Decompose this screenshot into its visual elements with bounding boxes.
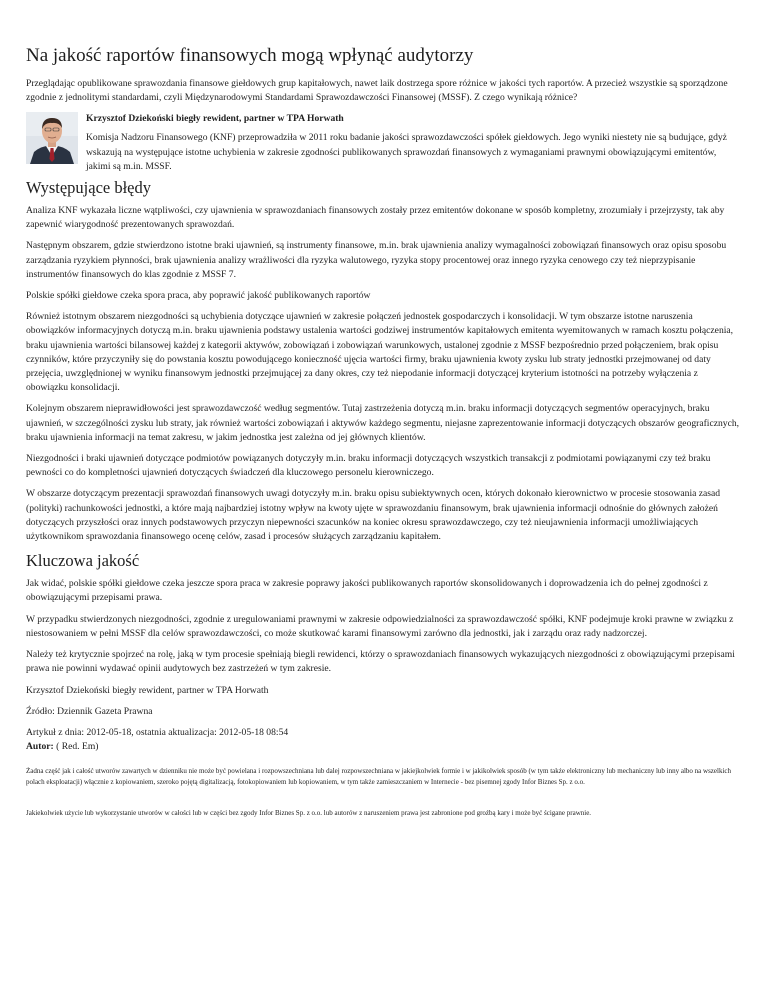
article-author-label: Autor: <box>26 741 54 753</box>
paragraph: Jak widać, polskie spółki giełdowe czeka jeszcze spora praca w zakresie poprawy jakości publikowanych raportów skonsolidowanych i doprowadzenia ich do pełnej zgodności z obowiązującymi przepisami prawa. <box>26 578 708 604</box>
author-box <box>26 112 742 174</box>
article-lead: Przeglądając opublikowane sprawozdania finansowe giełdowych grup kapitałowych, nawet laik dostrzega spore różnice w jakości tych raportów. A przecież wszystkie są sporządzone zgodnie z jednolitymi standardami, czyli Międzynarodowymi Standardami Sprawozdawczości Finansowej (MSSF). Z czego wynikają różnice? <box>26 78 728 104</box>
section-heading-errors: Występujące błędy <box>26 178 151 198</box>
author-box-description: Komisja Nadzoru Finansowego (KNF) przeprowadziła w 2011 roku badanie jakości sprawozdawczości spółek giełdowych. Jego wyniki niestety nie są budujące, gdyż wskazują na występujące istotne uchybienia w zakresie zgodności publikowanych sprawozdań finansowych z wymaganiami prawnymi obowiązującymi emitentów, jakimi są m.in. MSSF. <box>86 132 727 172</box>
paragraph: Analiza KNF wykazała liczne wątpliwości, czy ujawnienia w sprawozdaniach finansowych zostały przez emitentów dokonane w sposób kompletny, zrozumiały i przejrzysty, tak aby zapewnić wiarygodność prezentowanych sprawozdań. <box>26 205 725 231</box>
paragraph: W przypadku stwierdzonych niezgodności, zgodnie z uregulowaniami prawnymi w zakresie odpowiedzialności za sprawozdawczość spółki, KNF podejmuje kroki prawne w związku z niestosowaniem w pełni MSSF dla celów sprawozdawczości, co może skutkować karami finansowymi zarówno dla jednostki, jak i zarządu oraz rady nadzorczej. <box>26 613 734 639</box>
author-box-text <box>86 112 742 174</box>
article-date-line: Artykuł z dnia: 2012-05-18, ostatnia aktualizacja: 2012-05-18 08:54 <box>26 726 289 738</box>
paragraph: Następnym obszarem, gdzie stwierdzono istotne braki ujawnień, są instrumenty finansowe, m.in. brak ujawnienia analizy wymagalności zobowiązań finansowych oraz opisu sposobu zarządzania ryzykiem płynności, brak ujawnienia analizy wrażliwości dla ryzyka walutowego, ryzyka stopy procentowej oraz innego ryzyka cenowego czy też nieprzypisanie instrumentów finansowych do klas zgodnie z MSSF 7. <box>26 240 727 280</box>
author-box-name: Krzysztof Dziekoński biegły rewident, partner w TPA Horwath <box>86 113 344 125</box>
section-heading-key-quality: Kluczowa jakość <box>26 551 140 571</box>
paragraph: Należy też krytycznie spojrzeć na rolę, jaką w tym procesie spełniają biegli rewidenci, którzy o sprawozdaniach finansowych wykazujących niezgodności z obowiązującymi przepisami prawa nie powinni wydawać opinii audytowych bez zastrzeżeń w tym zakresie. <box>26 649 735 675</box>
article-author-line <box>26 740 742 754</box>
author-signature: Krzysztof Dziekoński biegły rewident, partner w TPA Horwath <box>26 684 269 696</box>
author-portrait-icon <box>26 112 78 164</box>
article-author-value: ( Red. Em) <box>56 741 99 753</box>
paragraph: Polskie spółki giełdowe czeka spora praca, aby poprawić jakość publikowanych raportów <box>26 290 371 302</box>
paragraph: Również istotnym obszarem niezgodności są uchybienia dotyczące ujawnień w zakresie połączeń jednostek gospodarczych i konsolidacji. W tym obszarze istotne naruszenia obowiązków informacyjnych dotyczą m.in. braku ujawnienia podstawy ustalenia wartości godziwej instrumentów kapitałowych emitenta wyemitowanych w ramach kosztu połączenia, braku ujawnienia wartości bilansowej każdej z kategorii aktywów, zobowiązań i zobowiązań warunkowych, ustalonej zgodnie z MSSF bezpośrednio przed połączeniem, brak opisu czynników, które przyczyniły się do powstania kosztu powodującego konieczność ujęcia wartości firmy, braku ujawnienia kwoty zysku lub straty jednostki przejmowanej od daty przejęcia, uwzględnionej w wyniku finansowym jednostki przejmującej za dany okres, czy też niepodanie informacji dotyczącej kryterium istotności na potrzeby wyłączenia z obowiązku konsolidacji. <box>26 311 734 394</box>
copyright-notice: Żadna część jak i całość utworów zawartych w dzienniku nie może być powielana i rozpowszechniana lub dalej rozpowszechniana w jakiejkolwiek formie i w jakikolwiek sposób (w tym także elektroniczny lub mechaniczny lub inny albo na wszelkich polach eksploatacji) włącznie z kopiowaniem, szeroko pojętą digitalizacją, fotokopiowaniem lub kopiowaniem, w tym także zamieszczaniem w Internecie - bez pisemnej zgody Infor Biznes Sp. z o.o. <box>26 767 732 786</box>
paragraph: Niezgodności i braki ujawnień dotyczące podmiotów powiązanych dotyczyły m.in. braku informacji dotyczących wszystkich transakcji z podmiotami powiązanymi czy też braku pewności co do kompletności ujawnień dotyczących świadczeń dla kluczowego personelu kierowniczego. <box>26 453 711 479</box>
copyright-notice-usage: Jakiekolwiek użycie lub wykorzystanie utworów w całości lub w części bez zgody Infor Biznes Sp. z o.o. lub autorów z naruszeniem prawa jest zabronione pod groźbą kary i może być ścigane prawnie. <box>26 809 592 818</box>
source-line: Źródło: Dziennik Gazeta Prawna <box>26 705 153 717</box>
article-title: Na jakość raportów finansowych mogą wpłynąć audytorzy <box>26 45 474 66</box>
paragraph: W obszarze dotyczącym prezentacji sprawozdań finansowych uwagi dotyczyły m.in. braku opisu subiektywnych ocen, których dokonało kierownictwo w procesie stosowania zasad (polityki) rachunkowości jednostki, a które mają najbardziej istotny wpływ na kwoty ujęte w sprawozdaniu finansowym, brak ujawnienia informacji odnośnie do głównych założeń dotyczących przyszłości oraz innych podstawowych przyczyn niepewności szacunków na koniec okresu sprawozdawczego, czy też nieujawnienia informacji umożliwiających użytkownikom sprawozdania finansowego ocenę celów, zasad i procesów służących zarządzaniu kapitałem. <box>26 488 721 543</box>
paragraph: Kolejnym obszarem nieprawidłowości jest sprawozdawczość według segmentów. Tutaj zastrzeżenia dotyczą m.in. braku informacji dotyczących segmentów operacyjnych, braku ujawnień, w szczególności zysku lub straty, jak również wartości zobowiązań i aktywów każdego segmentu, niejasne zaprezentowanie informacji dotyczących obszarów geograficznych, braku ujawnienia informacji na temat zakresu, w jakim jednostka jest zależna od jej głównych klientów. <box>26 403 740 443</box>
